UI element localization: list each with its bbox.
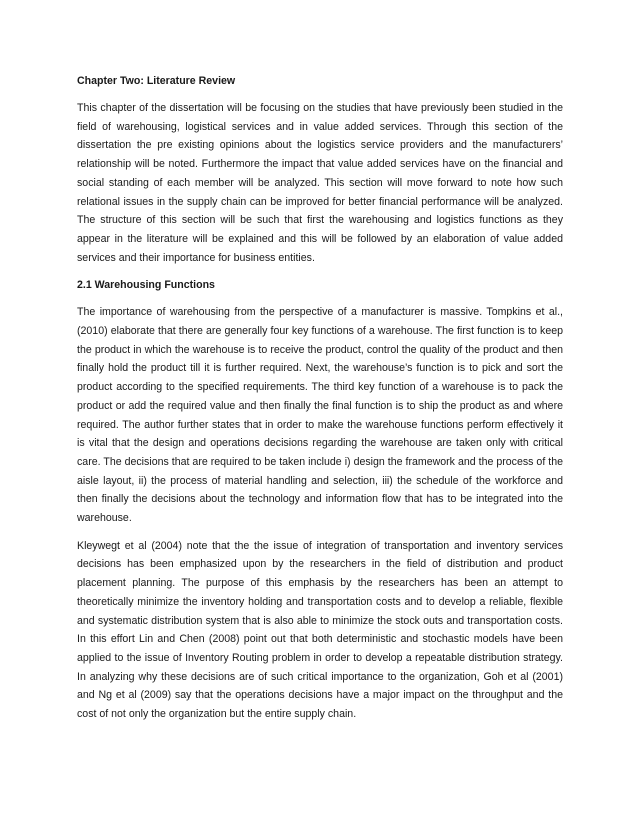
chapter-title: Chapter Two: Literature Review xyxy=(77,75,236,87)
document-page xyxy=(77,72,563,733)
section-title: 2.1 Warehousing Functions xyxy=(77,279,215,292)
section-paragraph-1: The importance of warehousing from the perspective of a manufacturer is massive. Tompkins et al., (2010) elaborate that there are generally four key functions of a warehouse. The first function is to keep the product in which the warehouse is to receive the product, control the quality of the product and then finally hold the product till it is further required. Next, the warehouse’s function is to pick and sort the product according to the specified requirements. The third key function of a warehouse is to pack the product or add the required value and then finally the final function is to ship the product as and where required. The author further states that in order to make the warehouse functions perform effectively it is vital that the design and operations decisions regarding the warehouse are taken only with critical care. The decisions that are required to be taken include i) design the framework and the process of the aisle layout, ii) the process of material handling and selection, iii) the schedule of the workforce and then finally the decisions about the technology and information flow that has to be integrated into the warehouse. xyxy=(77,306,563,525)
section-paragraph-2: Kleywegt et al (2004) note that the the issue of integration of transportation and inventory services decisions has been emphasized upon by the researchers in the field of distribution and product placement planning. The purpose of this emphasis by the researchers has been an attempt to theoretically minimize the inventory holding and transportation costs and to develop a reliable, flexible and systematic distribution system that is also able to minimize the stock outs and transportation costs. In this effort Lin and Chen (2008) point out that both deterministic and stochastic models have been applied to the issue of Inventory Routing problem in order to develop a repeatable distribution strategy. In analyzing why these decisions are of such critical importance to the organization, Goh et al (2001) and Ng et al (2009) say that the operations decisions have a major impact on the throughput and the cost of not only the organization but the entire supply chain. xyxy=(77,539,563,721)
intro-paragraph: This chapter of the dissertation will be focusing on the studies that have previously been studied in the field of warehousing, logistical services and in value added services. Through this section of the dissertation the pre existing opinions about the logistics service providers and the manufacturers’ relationship will be noted. Furthermore the impact that value added services have on the financial and social standing of each member will be analyzed. This section will move forward to note how such relational issues in the supply chain can be improved for better financial performance will be analyzed. The structure of this section will be such that first the warehousing and logistics functions as they appear in the literature will be explained and this will be followed by an elaboration of value added services and their importance for business entities. xyxy=(77,102,563,264)
